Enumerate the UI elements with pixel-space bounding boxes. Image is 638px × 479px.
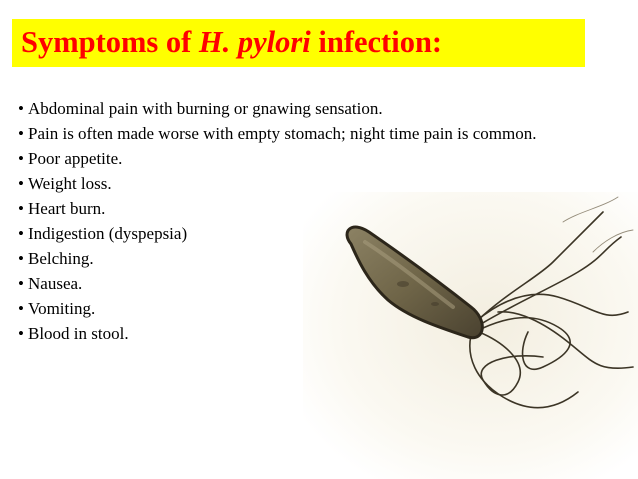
bullet-dot: •: [18, 224, 24, 243]
list-item: [18, 271, 618, 296]
bullet-dot: •: [18, 149, 24, 168]
symptom-text: Poor appetite.: [28, 149, 123, 168]
symptom-text: Pain is often made worse with empty stomach; night time pain is common.: [28, 124, 537, 143]
symptom-text: Indigestion (dyspepsia): [28, 224, 188, 243]
list-item: [18, 246, 618, 271]
list-item: [18, 96, 618, 121]
list-item: [18, 171, 618, 196]
symptom-text: Blood in stool.: [28, 324, 129, 343]
bullet-dot: •: [18, 99, 24, 118]
symptom-text: Weight loss.: [28, 174, 112, 193]
bullet-dot: •: [18, 174, 24, 193]
symptom-text: Vomiting.: [28, 299, 96, 318]
symptom-text: Belching.: [28, 249, 94, 268]
bullet-dot: •: [18, 249, 24, 268]
list-item: [18, 121, 618, 146]
bullet-dot: •: [18, 124, 24, 143]
symptom-text: Heart burn.: [28, 199, 106, 218]
bullet-dot: •: [18, 199, 24, 218]
list-item: [18, 196, 618, 221]
title-text-part2: infection:: [310, 25, 443, 59]
list-item: [18, 321, 618, 346]
symptom-text: Abdominal pain with burning or gnawing sensation.: [28, 99, 383, 118]
bullet-dot: •: [18, 274, 24, 293]
slide-title: [21, 23, 442, 61]
symptom-text: Nausea.: [28, 274, 83, 293]
list-item: [18, 146, 618, 171]
list-item: [18, 221, 618, 246]
title-text-italic: H. pylori: [198, 25, 311, 59]
bullet-dot: •: [18, 324, 24, 343]
symptom-list: [18, 96, 618, 346]
bullet-dot: •: [18, 299, 24, 318]
title-text-part1: Symptoms of: [21, 25, 199, 59]
title-banner: [12, 19, 585, 67]
list-item: [18, 296, 618, 321]
